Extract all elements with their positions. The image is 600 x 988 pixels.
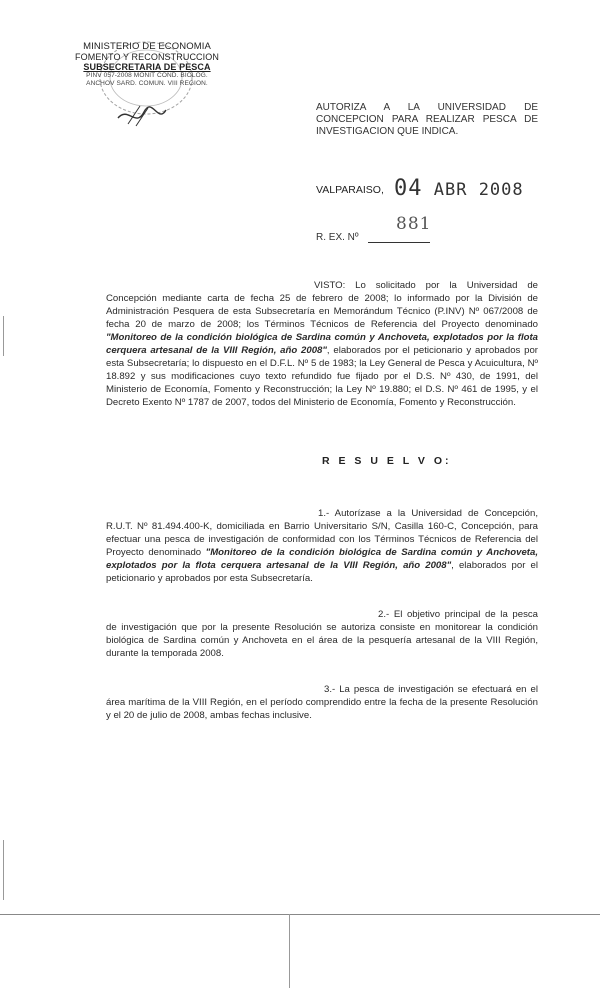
date-stamp — [394, 176, 524, 201]
item-1-number: 1.- — [318, 508, 330, 519]
item-3-paragraph: 3.- La pesca de investigación se efectuará en el área marítima de la VIII Región, en el período comprendido entre la fecha de la presente Resolución y el 20 de julio de 2008, ambas fechas inclusive. — [106, 684, 538, 721]
scan-edge-mark — [3, 840, 4, 900]
item-1-project-title: "Monitoreo de la condición biológica de Sardina común y Anchoveta, explotados por la flota cerquera artesanal de la VIII Región, año 2008" — [106, 547, 538, 571]
item-1-paragraph: 1.- Autorízase a la Universidad de Concepción, R.U.T. Nº 81.494.400-K, domiciliada en Barrio Universitario S/N, Casilla 160-C, Concepción, para efectuar una pesca de investigación de conformidad con los Términos Técnicos de Referencia del Proyecto denominado "Monitoreo de la condición biológica de Sardina común y Anchoveta, explotados por la flota cerquera artesanal de la VIII Región, año 2008", elaborados por el peticionario y aprobados por esta Subsecretaría. — [106, 508, 539, 584]
resolution-number-value: 881 — [396, 214, 432, 234]
visto-paragraph: VISTO: Lo solicitado por la Universidad de Concepción mediante carta de fecha 25 de febrero de 2008; lo informado por la División de Administración Pesquera de esta Subsecretaría en Memorándum Técnico (P.INV) Nº 067/2008 de fecha 20 de marzo de 2008; los Términos Técnicos de Referencia del Proyecto denominado "Monitoreo de la condición biológica de Sardina común y Anchoveta, explotados por la flota cerquera artesanal de la VIII Región, año 2008", elaborados por el peticionario y aprobados por esta Subsecretaría; lo dispuesto en el D.F.L. Nº 5 de 1983; la Ley General de Pesca y Acuicultura, Nº 18.892 y sus modificaciones cuyo texto refundido fue fijado por el D.S. Nº 430, de 1991, del Ministerio de Economía, Fomento y Reconstrucción; la Ley Nº 19.880; el D.S. Nº 461 de 1995, y el Decreto Exento Nº 1787 de 2007, todos del Ministerio de Economía, Fomento y Reconstrucción. — [106, 280, 538, 408]
resuelvo-heading: R E S U E L V O: — [322, 455, 452, 467]
file-reference-2: ANCHOV SARD. COMUN. VIII REGION. — [86, 80, 208, 87]
scan-bottom-rule — [0, 914, 600, 915]
date-line — [316, 176, 546, 200]
resolution-number — [316, 212, 446, 248]
item-2-number: 2.- — [378, 609, 390, 620]
date-day: 04 — [394, 176, 423, 201]
ministry-subname: FOMENTO Y RECONSTRUCCION — [75, 52, 219, 62]
project-title: "Monitoreo de la condición biológica de Sardina común y Anchoveta, explotados por la flota cerquera artesanal de la VIII Región, año 2008" — [106, 332, 538, 356]
resolution-subject: AUTORIZA A LA UNIVERSIDAD DE CONCEPCION PARA REALIZAR PESCA DE INVESTIGACION QUE INDICA. — [316, 102, 538, 137]
subsecretary-name: SUBSECRETARIA DE PESCA — [83, 62, 211, 72]
letterhead — [62, 42, 232, 88]
number-underline — [368, 242, 430, 243]
city: VALPARAISO, — [316, 184, 384, 196]
item-2-paragraph: 2.- El objetivo principal de la pesca de investigación que por la presente Resolución se autoriza consiste en monitorear la condición biológica de Sardina común y Anchoveta en el área de la pesquería artesanal de la VIII Región, durante la temporada 2008. — [106, 609, 538, 659]
visto-label: VISTO: — [314, 280, 346, 291]
file-reference: PINV 057-2008 MONIT COND. BIOLOG. — [86, 72, 208, 79]
scan-edge-mark — [3, 316, 4, 356]
item-3-number: 3.- — [324, 684, 336, 695]
scan-fold-line — [289, 914, 290, 988]
ministry-name: MINISTERIO DE ECONOMIA — [83, 41, 211, 52]
resolution-label: R. EX. Nº — [316, 232, 359, 243]
date-month-year: ABR 2008 — [433, 180, 524, 200]
